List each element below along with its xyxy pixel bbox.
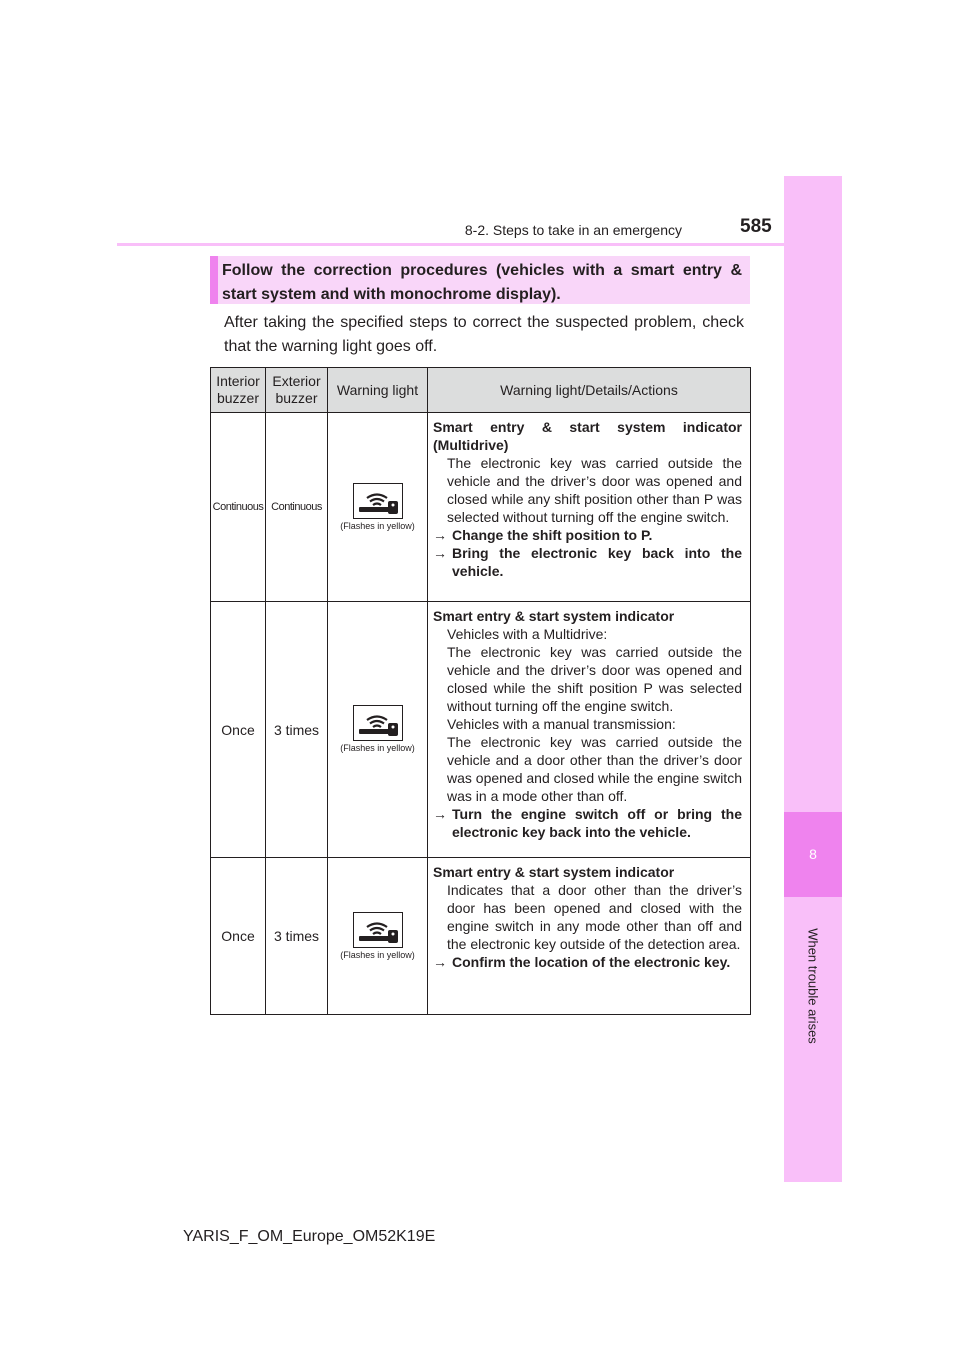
heading-accent-bar [210, 256, 218, 304]
table-header-row [211, 368, 751, 413]
col-interior-buzzer: Interior buzzer [211, 368, 266, 413]
action-text: Turn the engine switch off or bring the electronic key back into the vehicle. [452, 806, 742, 840]
warning-light-cell [328, 858, 428, 1015]
detail-body: The electronic key was carried outside the vehicle and a door other than the driver’s door was opened and closed while the engine switch was in a mode other than off. [447, 734, 742, 804]
warning-light-cell [328, 413, 428, 602]
chapter-title: When trouble arises [805, 928, 821, 1044]
chapter-side-tab [784, 176, 842, 1182]
page-number: 585 [740, 216, 772, 237]
interior-buzzer-cell: Once [211, 858, 266, 1015]
action-text: Confirm the location of the electronic key. [452, 954, 731, 970]
exterior-buzzer-cell: 3 times [266, 858, 328, 1015]
interior-buzzer-cell: Once [211, 602, 266, 858]
exterior-buzzer-cell: Continuous [266, 413, 328, 602]
table-row [211, 602, 751, 858]
arrow-icon: → [433, 806, 447, 822]
document-footer: YARIS_F_OM_Europe_OM52K19E [183, 1228, 436, 1245]
smart-key-indicator-icon [353, 705, 403, 741]
arrow-icon: → [433, 954, 447, 970]
intro-paragraph: After taking the specified steps to correct the suspected problem, check that the warning light goes off. [224, 314, 744, 355]
detail-title: Smart entry & start system indicator [433, 864, 675, 880]
smart-key-indicator-icon [353, 912, 403, 948]
warning-light-cell [328, 602, 428, 858]
detail-action [433, 526, 742, 544]
col-warning-light: Warning light [328, 368, 428, 413]
details-cell [428, 413, 751, 602]
col-exterior-buzzer: Exterior buzzer [266, 368, 328, 413]
arrow-icon: → [433, 545, 447, 561]
smart-key-indicator-icon [353, 483, 403, 519]
detail-action [433, 953, 742, 971]
arrow-icon: → [433, 527, 447, 543]
procedure-heading: Follow the correction procedures (vehicles with a smart entry & start system and with monochrome display). [222, 262, 742, 303]
table-row [211, 858, 751, 1015]
warning-table [210, 367, 751, 1015]
section-title: 8-2. Steps to take in an emergency [464, 222, 682, 238]
details-cell [428, 602, 751, 858]
detail-body: Vehicles with a Multidrive: [447, 626, 608, 642]
detail-title: Smart entry & start system indicator [433, 608, 675, 624]
detail-action [433, 805, 742, 841]
light-caption: (Flashes in yellow) [340, 520, 415, 531]
header-divider [117, 243, 842, 246]
detail-action [433, 544, 742, 580]
details-cell [428, 858, 751, 1015]
exterior-buzzer-cell: 3 times [266, 602, 328, 858]
detail-title: Smart entry & start system indicator (Multidrive) [433, 419, 742, 453]
detail-body: Indicates that a door other than the driver’s door has been opened and closed with the engine switch in any mode other than off and the electronic key outside of the detection area. [447, 882, 742, 952]
detail-body: The electronic key was carried outside the vehicle and the driver’s door was opened and closed while any shift position other than P was selected without turning off the engine switch. [447, 455, 742, 525]
action-text: Change the shift position to P. [452, 527, 653, 543]
light-caption: (Flashes in yellow) [340, 743, 415, 753]
action-text: Bring the electronic key back into the vehicle. [452, 545, 742, 579]
chapter-number: 8 [784, 812, 842, 897]
table-row [211, 413, 751, 602]
col-details: Warning light/Details/Actions [428, 368, 751, 413]
detail-body: The electronic key was carried outside the vehicle and the driver’s door was opened and closed while the shift position P was selected without turning off the engine switch. [447, 644, 742, 714]
interior-buzzer-cell: Continuous [211, 413, 266, 602]
light-caption: (Flashes in yellow) [340, 949, 415, 960]
detail-body: Vehicles with a manual transmission: [447, 716, 676, 732]
